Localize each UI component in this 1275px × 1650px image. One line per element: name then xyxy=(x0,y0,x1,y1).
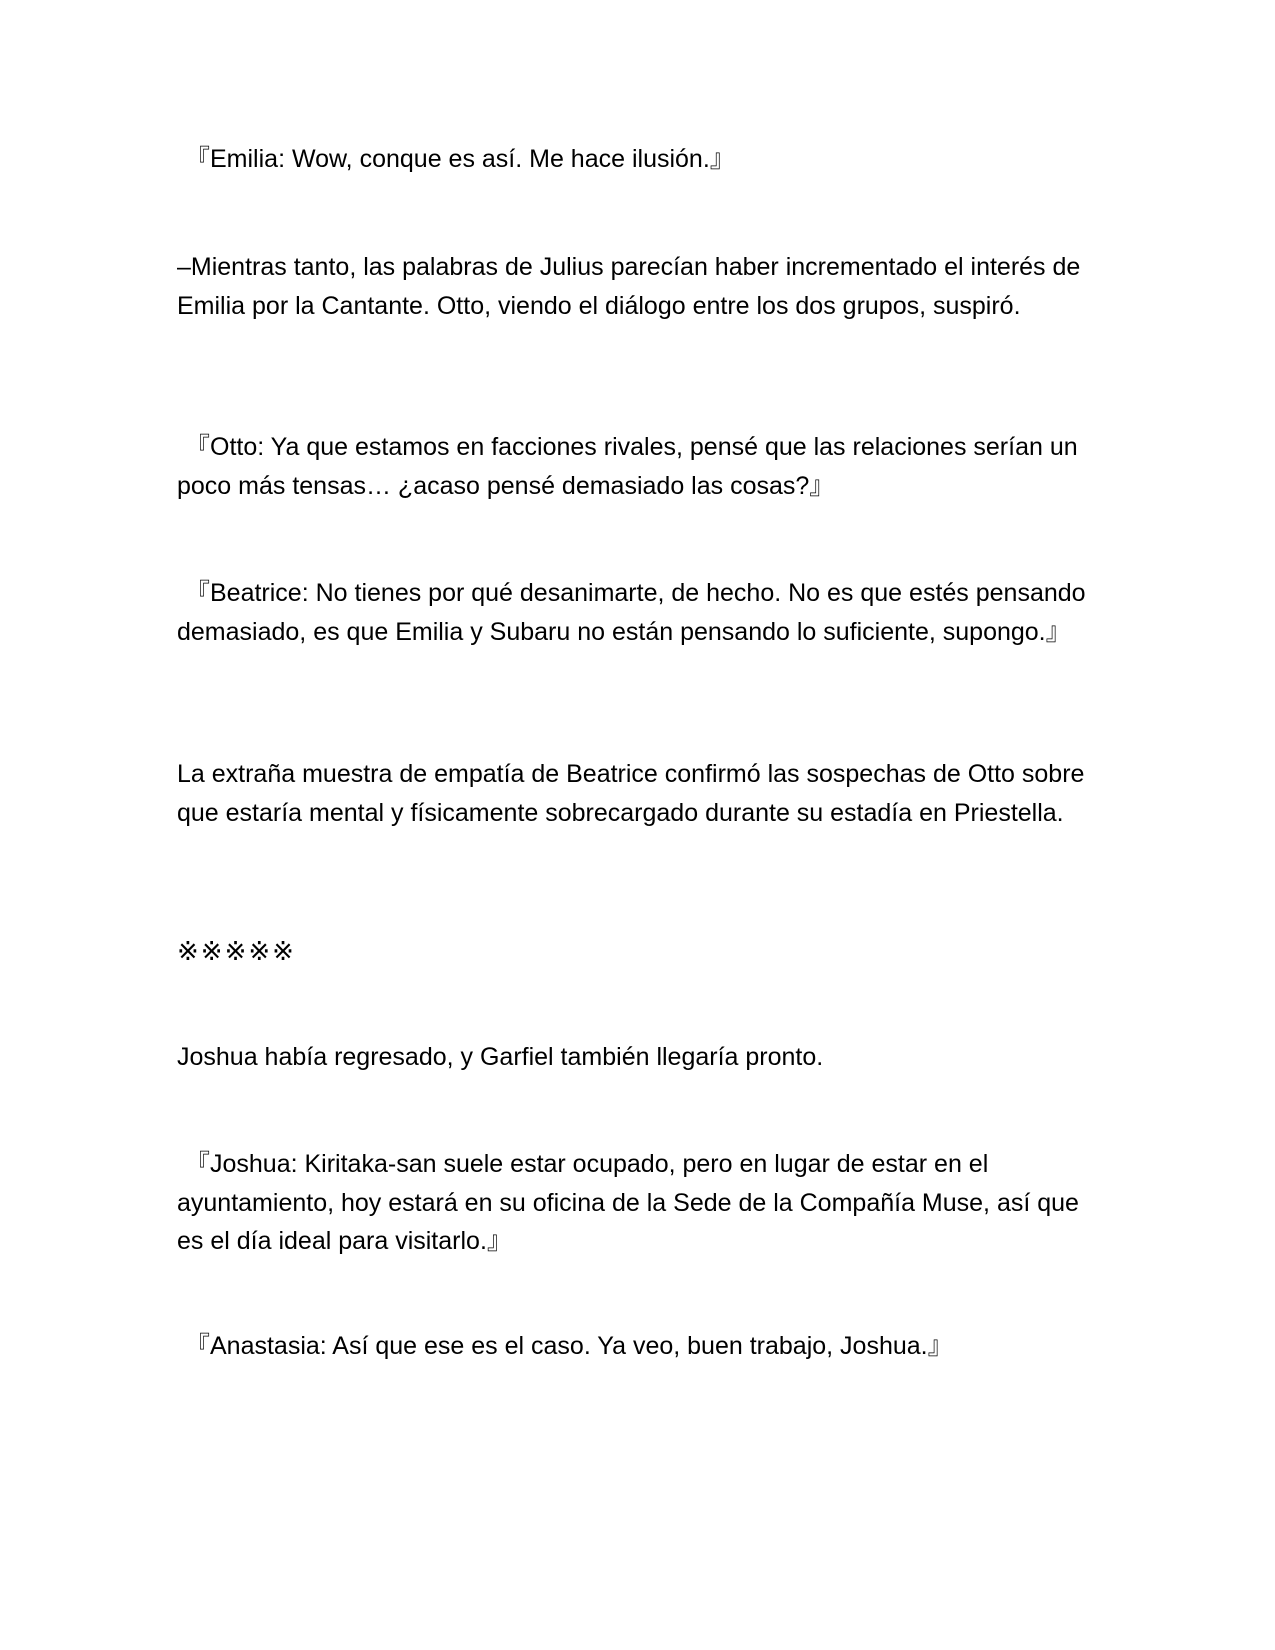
dialogue-beatrice: 『Beatrice: No tienes por qué desanimarte, de hecho. No es que estés pensando demasiado, es que Emilia y Subaru no están pensando lo suficiente, supongo.』 xyxy=(177,579,1086,646)
dialogue-otto: 『Otto: Ya que estamos en facciones rivales, pensé que las relaciones serían un poco más tensas… ¿acaso pensé demasiado las cosas?』 xyxy=(177,433,1078,500)
dialogue-anastasia: 『Anastasia: Así que ese es el caso. Ya veo, buen trabajo, Joshua.』 xyxy=(185,1332,953,1360)
narration-paragraph: Joshua había regresado, y Garfiel también llegaría pronto. xyxy=(177,1043,824,1071)
dialogue-joshua: 『Joshua: Kiritaka-san suele estar ocupado, pero en lugar de estar en el ayuntamiento, hoy estará en su oficina de la Sede de la Compañía Muse, así que es el día ideal para visitarlo.』 xyxy=(177,1150,1079,1255)
narration-paragraph: –Mientras tanto, las palabras de Julius parecían haber incrementado el interés de Emilia por la Cantante. Otto, viendo el diálogo entre los dos grupos, suspiró. xyxy=(177,253,1081,320)
scene-separator: ※※※※※ xyxy=(177,936,296,966)
narration-paragraph: La extraña muestra de empatía de Beatrice confirmó las sospechas de Otto sobre que estaría mental y físicamente sobrecargado durante su estadía en Priestella. xyxy=(177,760,1085,827)
dialogue-emilia: 『Emilia: Wow, conque es así. Me hace ilusión.』 xyxy=(185,145,735,173)
